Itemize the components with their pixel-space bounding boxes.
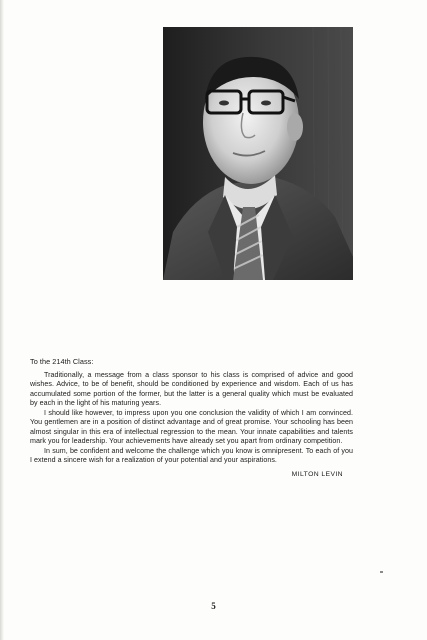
letter-paragraph-3: In sum, be confident and welcome the challenge which you know is omnipresent. To each of you I extend a sincere wish for a realization of your potential and your aspirations. (30, 446, 353, 464)
letter-salutation: To the 214th Class: (30, 357, 94, 366)
letter-paragraph-2: I should like however, to impress upon you one conclusion the validity of which I am convinced. You gentlemen are in a position of distinct advantage and of great promise. Your schooling has been almost singular in this era of intellectual regression to the mean. Your innate capabilities and talents mark you for leadership. Your achievements have already set you apart from ordinary competition. (30, 408, 353, 445)
letter-paragraph-1: Traditionally, a message from a class sponsor to his class is comprised of advice and good wishes. Advice, to be of benefit, should be conditioned by experience and wisdom. Each of us has accumulated some portion of the former, but the latter is a general quality which must be evaluated by each in the light of his maturing years. (30, 370, 353, 407)
paper-speck (380, 571, 383, 573)
page-number: 5 (211, 601, 216, 611)
sponsor-letter (30, 357, 353, 479)
letter-signature: MILTON LEVIN (291, 470, 343, 478)
page-edge-shadow (0, 0, 4, 640)
sponsor-portrait-photo (163, 27, 353, 280)
